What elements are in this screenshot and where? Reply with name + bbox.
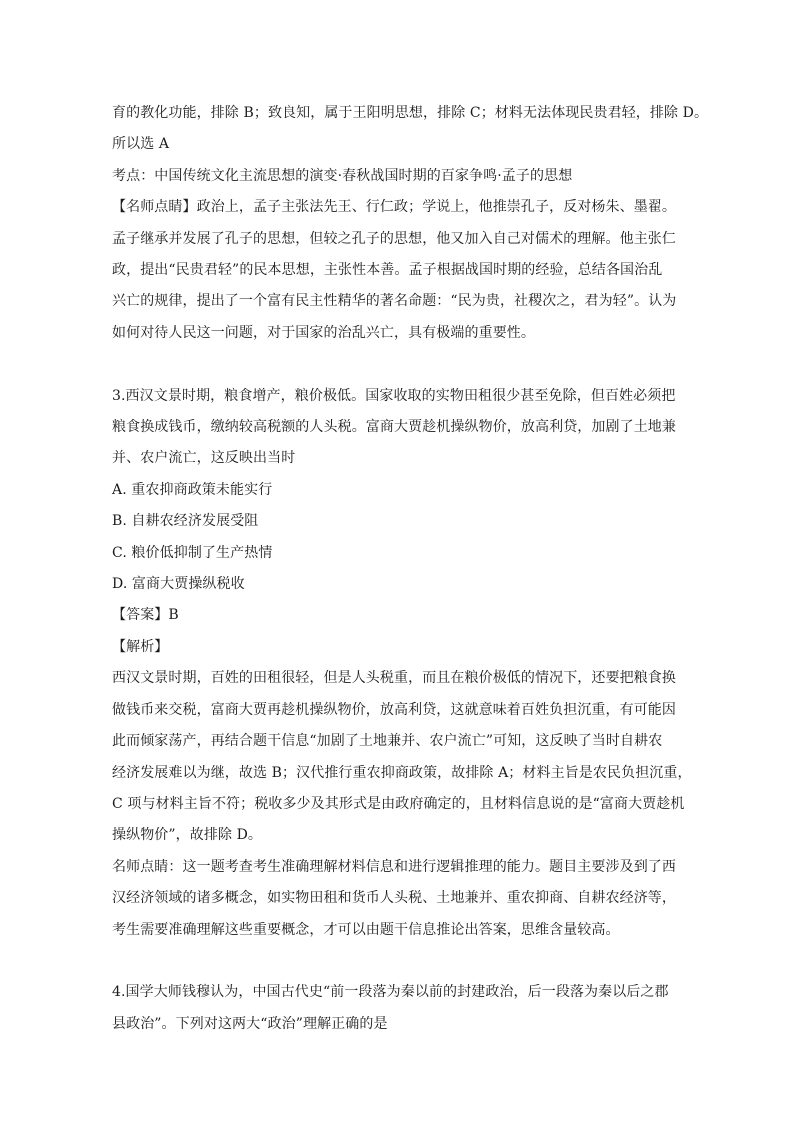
text-line: 孟子继承并发展了孔子的思想，但较之孔子的思想，他又加入自己对儒术的理解。他主张仁 xyxy=(112,230,676,247)
text-line: 此而倾家荡产，再结合题干信息“加剧了土地兼并、农户流亡”可知，这反映了当时自耕农 xyxy=(112,733,663,750)
option-b: B. 自耕农经济发展受阻 xyxy=(112,513,259,530)
option-a: A. 重农抑商政策未能实行 xyxy=(112,481,273,498)
text-line: 名师点睛：这一题考查考生准确理解材料信息和进行逻辑推理的能力。题目主要涉及到了西 xyxy=(112,858,676,875)
text-line: C 项与材料主旨不符；税收多少及其形式是由政府确定的，且材料信息说的是“富商大贾趁机 xyxy=(112,795,685,812)
option-c: C. 粮价低抑制了生产热情 xyxy=(112,544,273,561)
question-3-options xyxy=(112,475,692,601)
analysis-heading: 【解析】 xyxy=(112,638,169,655)
teacher-comment xyxy=(112,852,692,946)
text-line: 汉经济领域的诸多概念，如实物田租和货币人头税、土地兼并、重农抑商、自耕农经济等， xyxy=(112,890,676,907)
previous-question-tail xyxy=(112,98,709,349)
document-page xyxy=(112,98,709,1040)
text-line: 兴亡的规律，提出了一个富有民主性精华的著名命题：“民为贵，社稷次之，君为轻”。认为 xyxy=(112,293,677,310)
text-line: 育的教化功能，排除 B；致良知，属于王阳明思想，排除 C；材料无法体现民贵君轻，排除 D。 xyxy=(112,105,709,121)
text-line: 政，提出“民贵君轻”的民本思想，主张性本善。孟子根据战国时期的经验，总结各国治乱 xyxy=(112,262,663,279)
paragraph-gap xyxy=(112,946,692,977)
text-line: 西汉文景时期，百姓的田租很轻，但是人头税重，而且在粮价极低的情况下，还要把粮食换 xyxy=(112,670,676,687)
text-line: 粮食换成钱币，缴纳较高税额的人头税。富商大贾趁机操纵物价，放高利贷，加剧了土地兼 xyxy=(112,419,676,436)
analysis-body xyxy=(112,663,692,851)
text-line: 【名师点睛】政治上，孟子主张法先王、行仁政；学说上，他推崇孔子，反对杨朱、墨翟。 xyxy=(112,199,676,216)
question-3-stem xyxy=(112,381,692,475)
text-line: 操纵物价”，故排除 D。 xyxy=(112,827,263,844)
question-3 xyxy=(112,381,692,946)
text-line: 做钱币来交税，富商大贾再趁机操纵物价，放高利贷，这就意味着百姓负担沉重，有可能因 xyxy=(112,701,676,718)
text-line: 县政治”。下列对这两大“政治”理解正确的是 xyxy=(112,1015,388,1032)
text-line: 如何对待人民这一问题，对于国家的治乱兴亡，具有极端的重要性。 xyxy=(112,324,535,341)
text-line: 考点：中国传统文化主流思想的演变·春秋战国时期的百家争鸣·孟子的思想 xyxy=(112,167,573,184)
text-line: 并、农户流亡，这反映出当时 xyxy=(112,450,296,467)
answer-line: 【答案】B xyxy=(112,607,179,624)
text-line: 所以选 A xyxy=(112,136,170,153)
option-d: D. 富商大贾操纵税收 xyxy=(112,576,245,593)
text-line: 考生需要准确理解这些重要概念，才可以由题干信息推论出答案，思维含量较高。 xyxy=(112,921,620,938)
paragraph-gap xyxy=(112,349,692,380)
text-line: 3.西汉文景时期，粮食增产，粮价极低。国家收取的实物田租很少甚至免除，但百姓必须把 xyxy=(112,387,676,404)
question-4 xyxy=(112,977,692,1040)
text-line: 4.国学大师钱穆认为，中国古代史“前一段落为秦以前的封建政治，后一段落为秦以后之郡 xyxy=(112,984,669,1001)
text-line: 经济发展难以为继，故选 B；汉代推行重农抑商政策，故排除 A；材料主旨是农民负担沉重， xyxy=(112,764,692,781)
